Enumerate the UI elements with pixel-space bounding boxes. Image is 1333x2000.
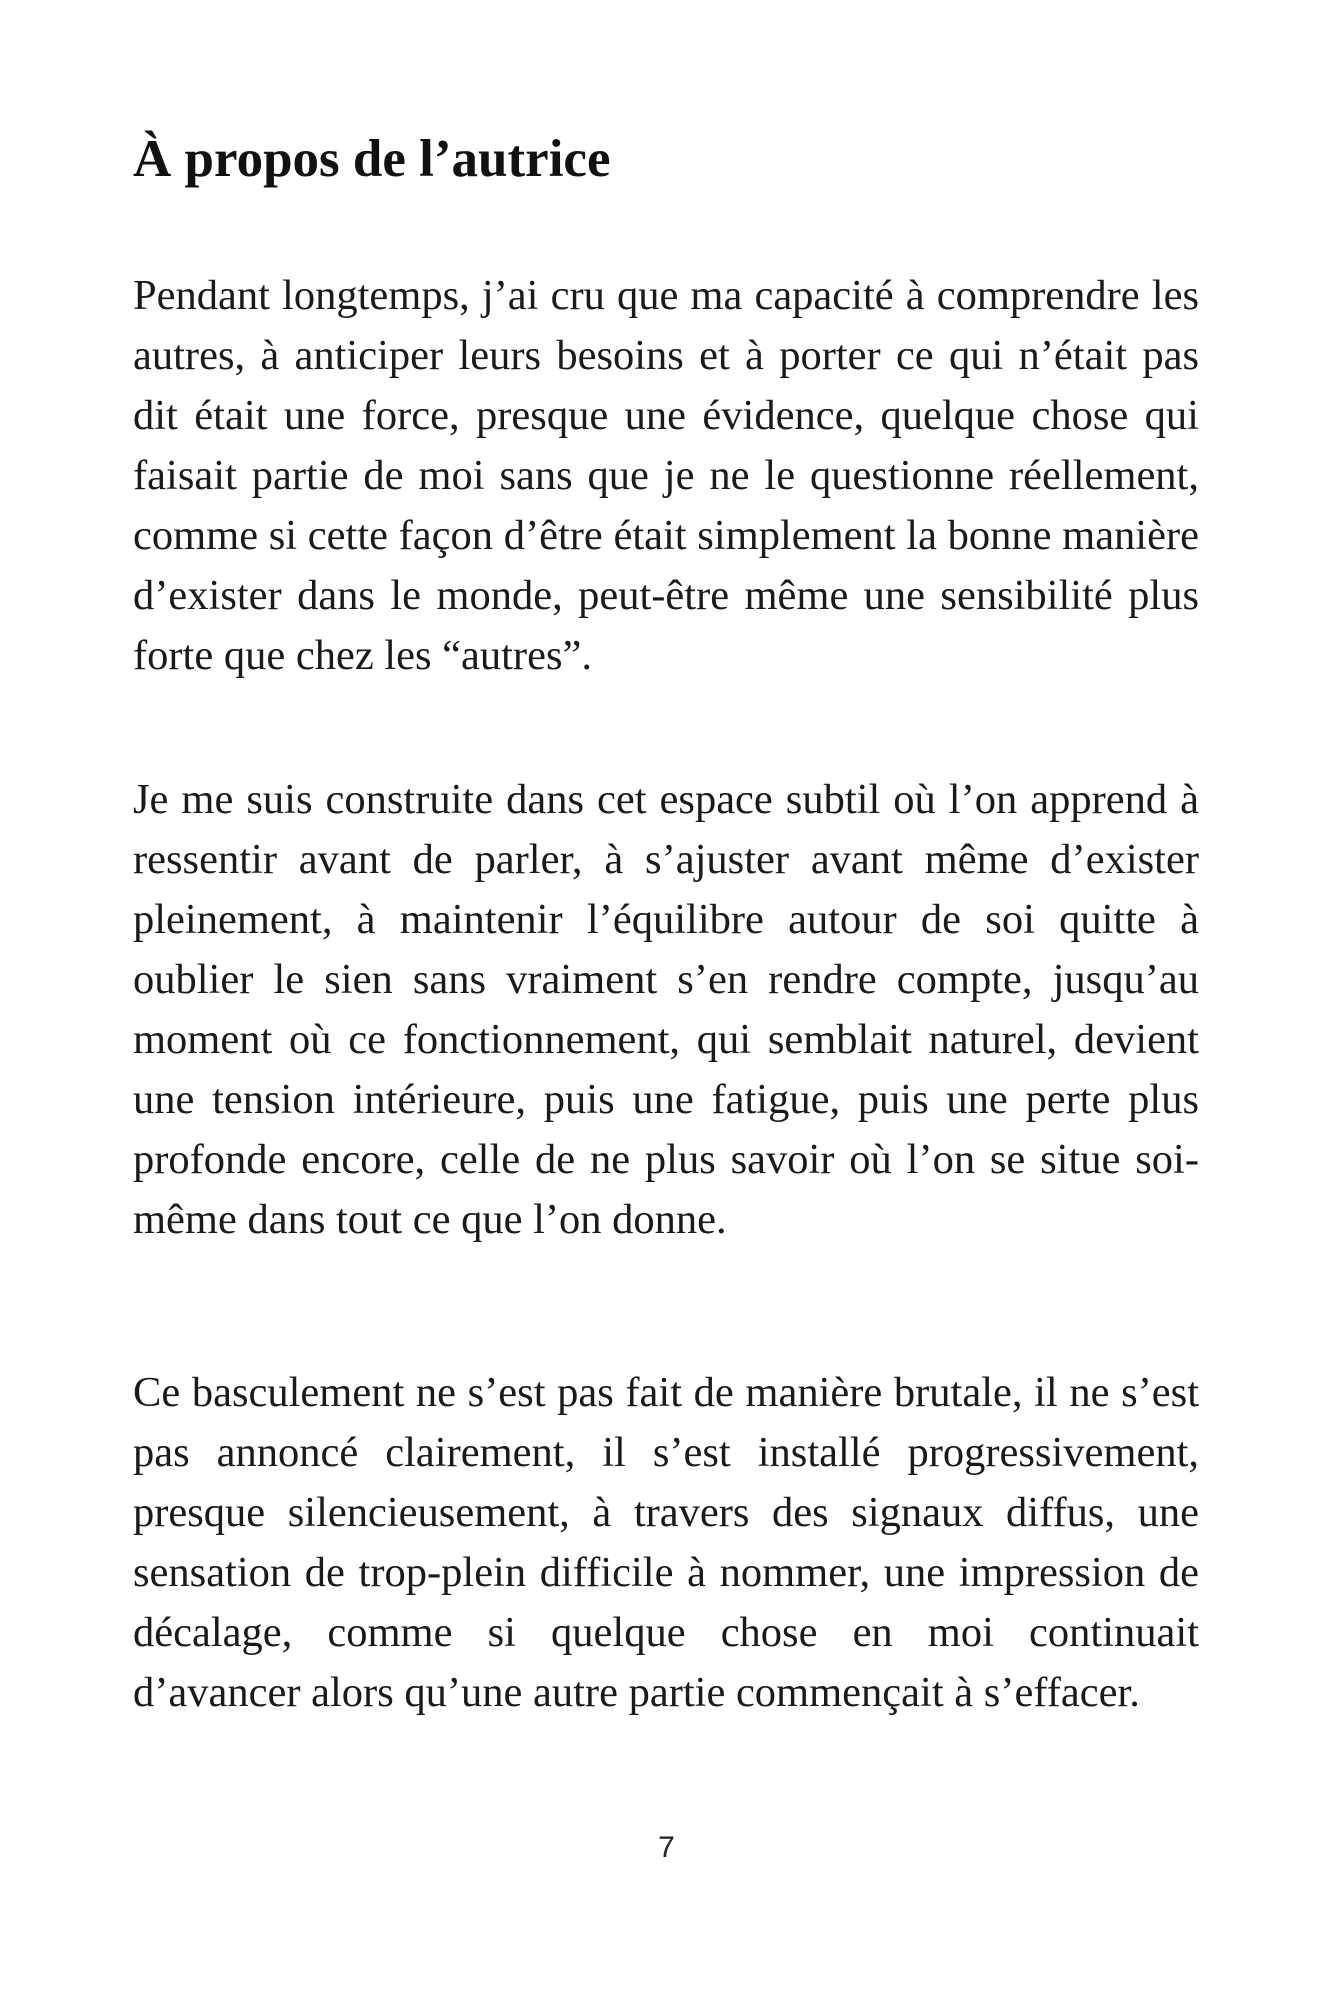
page-number: 7 bbox=[658, 1831, 675, 1864]
paragraph-2: Je me suis construite dans cet espace subtil où l’on apprend à ressentir avant de parler, à s’ajuster avant même d’exister pleinement, à maintenir l’équilibre autour de soi quitte à oublier le sien sans vraiment s’en rendre compte, jusqu’au moment où ce fonctionnement, qui semblait naturel, devient une tension intérieure, puis une fatigue, puis une perte plus profonde encore, celle de ne plus savoir où l’on se situe soi-même dans tout ce que l’on donne. bbox=[133, 776, 1199, 1243]
paragraph-3: Ce basculement ne s’est pas fait de manière brutale, il ne s’est pas annoncé clairement, il s’est installé progressivement, presque silencieusement, à travers des signaux diffus, une sensation de trop-plein difficile à nommer, une impression de décalage, comme si quelque chose en moi continuait d’avancer alors qu’une autre partie commençait à s’effacer. bbox=[133, 1369, 1199, 1716]
page-title: À propos de l’autrice bbox=[133, 130, 611, 188]
paragraph-1: Pendant longtemps, j’ai cru que ma capacité à comprendre les autres, à anticiper leurs besoins et à porter ce qui n’était pas dit était une force, presque une évidence, quelque chose qui faisait partie de moi sans que je ne le questionne réellement, comme si cette façon d’être était simplement la bonne manière d’exister dans le monde, peut-être même une sensibilité plus forte que chez les “autres”. bbox=[133, 272, 1199, 679]
